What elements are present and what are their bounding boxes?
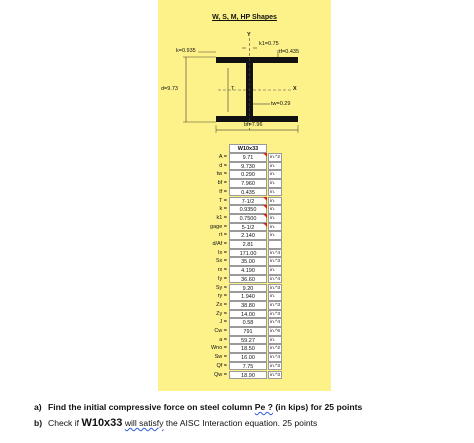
property-name: Zy = bbox=[216, 310, 227, 317]
property-row bbox=[164, 257, 294, 266]
property-value[interactable]: 7.960 bbox=[229, 179, 267, 188]
property-unit: in.^3 bbox=[270, 311, 280, 317]
property-row bbox=[164, 318, 294, 327]
property-row bbox=[164, 197, 294, 206]
property-unit: in.^4 bbox=[270, 250, 280, 256]
property-value[interactable]: 5-1/2 bbox=[229, 223, 267, 232]
question-a-text-1: Find the initial compressive force on steel column bbox=[48, 402, 255, 412]
property-name: k1 = bbox=[216, 214, 227, 221]
property-row bbox=[164, 310, 294, 319]
comment-flag-icon[interactable] bbox=[263, 153, 267, 157]
property-row bbox=[164, 371, 294, 380]
property-name: Ix = bbox=[217, 249, 227, 256]
property-value[interactable]: 7.75 bbox=[229, 362, 267, 371]
comment-flag-icon[interactable] bbox=[263, 214, 267, 218]
property-row bbox=[164, 301, 294, 310]
k1-label: k1=0.75 bbox=[259, 41, 279, 47]
property-row bbox=[164, 249, 294, 258]
property-unit: in. bbox=[268, 223, 282, 232]
property-name: rt = bbox=[218, 232, 227, 239]
property-unit: in. bbox=[268, 266, 282, 275]
property-unit: in.^4 bbox=[270, 276, 280, 282]
property-row bbox=[164, 240, 294, 249]
property-row bbox=[164, 188, 294, 197]
tw-label: tw=0.29 bbox=[271, 101, 291, 107]
top-flange bbox=[216, 57, 298, 63]
property-unit: in.^6 bbox=[270, 329, 280, 334]
property-value[interactable]: 0.435 bbox=[229, 188, 267, 197]
property-unit: in. bbox=[268, 231, 282, 240]
property-name: tw = bbox=[216, 171, 227, 178]
property-name: J = bbox=[219, 319, 227, 326]
property-value[interactable]: 0.7500 bbox=[229, 214, 267, 223]
d-label: d=9.73 bbox=[161, 86, 178, 92]
question-a-text-2: (in kips) for 25 points bbox=[272, 402, 363, 412]
property-name: T = bbox=[218, 197, 227, 204]
property-value[interactable]: 0.9350 bbox=[229, 205, 267, 214]
property-unit: in.^3 bbox=[270, 363, 280, 369]
property-row bbox=[164, 266, 294, 275]
property-unit: in. bbox=[268, 292, 282, 301]
property-name: A = bbox=[218, 154, 227, 160]
section-properties-panel bbox=[158, 0, 331, 391]
property-unit: in. bbox=[268, 205, 282, 214]
property-row bbox=[164, 223, 294, 232]
tf-label: tf=0.435 bbox=[279, 49, 300, 55]
property-row bbox=[164, 205, 294, 214]
property-name: a = bbox=[219, 336, 227, 343]
property-row bbox=[164, 344, 294, 353]
panel-title: W, S, M, HP Shapes bbox=[212, 14, 277, 21]
property-name: Qw = bbox=[214, 371, 227, 378]
property-value[interactable]: 35.00 bbox=[229, 257, 267, 266]
bf-label: bf=7.96 bbox=[244, 122, 263, 128]
property-value[interactable]: 1.940 bbox=[229, 292, 267, 301]
property-value[interactable]: 36.60 bbox=[229, 275, 267, 284]
property-row bbox=[164, 292, 294, 301]
property-value[interactable]: 2.81 bbox=[229, 240, 267, 249]
property-unit: in.^3 bbox=[270, 302, 280, 308]
property-unit: in.^3 bbox=[270, 285, 280, 291]
question-b-text-1: Check if bbox=[48, 418, 82, 428]
property-row bbox=[164, 153, 294, 162]
property-name: rx = bbox=[217, 267, 227, 274]
property-value[interactable]: 14.00 bbox=[229, 310, 267, 319]
property-row bbox=[164, 214, 294, 223]
property-row bbox=[164, 353, 294, 362]
property-unit: in. bbox=[268, 170, 282, 179]
property-name: d = bbox=[219, 162, 227, 169]
property-value[interactable]: 0.290 bbox=[229, 170, 267, 179]
property-name: tf = bbox=[219, 188, 227, 195]
property-value[interactable]: 791 bbox=[229, 327, 267, 336]
property-unit: in.^2 bbox=[270, 155, 280, 160]
property-name: ry = bbox=[217, 293, 227, 300]
property-name: bf = bbox=[217, 180, 227, 187]
question-b-will: will satisfy bbox=[124, 418, 164, 428]
property-value[interactable]: 2.140 bbox=[229, 231, 267, 240]
property-name: d/Af = bbox=[212, 241, 227, 247]
property-row bbox=[164, 162, 294, 171]
property-unit: in. bbox=[268, 162, 282, 171]
property-row bbox=[164, 336, 294, 345]
property-name: Cw = bbox=[214, 328, 227, 334]
property-row bbox=[164, 327, 294, 336]
property-row bbox=[164, 362, 294, 371]
property-unit: in.^2 bbox=[270, 346, 280, 352]
property-name: Sy = bbox=[215, 284, 227, 291]
question-a bbox=[34, 402, 362, 417]
property-value[interactable]: 7-1/2 bbox=[229, 197, 267, 206]
question-b bbox=[34, 417, 362, 432]
property-value[interactable]: 18.50 bbox=[229, 344, 267, 353]
property-unit: in. bbox=[268, 188, 282, 197]
property-name: Qf = bbox=[216, 362, 227, 369]
section-designation: W10x33 bbox=[229, 144, 267, 153]
property-value[interactable]: 9.20 bbox=[229, 284, 267, 293]
property-name: k = bbox=[219, 206, 227, 213]
property-name: Sw = bbox=[214, 354, 227, 361]
comment-flag-icon[interactable] bbox=[263, 205, 267, 209]
property-row bbox=[164, 170, 294, 179]
property-value[interactable]: 4.190 bbox=[229, 266, 267, 275]
property-unit: in. bbox=[268, 179, 282, 188]
property-unit: in.^4 bbox=[270, 355, 280, 361]
property-value[interactable]: 59.27 bbox=[229, 336, 267, 345]
y-axis-label: Y bbox=[247, 32, 251, 38]
property-value[interactable]: 38.80 bbox=[229, 301, 267, 310]
property-row bbox=[164, 275, 294, 284]
comment-flag-icon[interactable] bbox=[263, 223, 267, 227]
k-label: k=0.935 bbox=[176, 48, 196, 54]
property-value[interactable]: 171.00 bbox=[229, 249, 267, 258]
property-row bbox=[164, 231, 294, 240]
property-value[interactable]: 16.00 bbox=[229, 353, 267, 362]
comment-flag-icon[interactable] bbox=[263, 197, 267, 201]
property-row bbox=[164, 284, 294, 293]
question-b-text-3: the AISC Interaction equation. 25 points bbox=[163, 418, 318, 428]
question-a-letter: a) bbox=[34, 402, 42, 412]
property-unit: in. bbox=[268, 197, 282, 206]
property-row bbox=[164, 179, 294, 188]
property-unit: in.^3 bbox=[270, 372, 280, 378]
question-a-pe: Pe ? bbox=[254, 402, 273, 412]
t-label: T bbox=[231, 86, 235, 92]
property-value[interactable]: 0.58 bbox=[229, 318, 267, 327]
property-name: gage = bbox=[210, 223, 227, 230]
property-value[interactable]: 9.71 bbox=[229, 153, 267, 162]
property-unit: in. bbox=[268, 214, 282, 223]
property-name: Zx = bbox=[216, 301, 227, 308]
property-name: Wno = bbox=[210, 345, 227, 352]
property-unit bbox=[268, 240, 282, 249]
question-b-section: W10x33 bbox=[81, 417, 123, 429]
question-b-letter: b) bbox=[34, 418, 43, 428]
property-unit: in.^4 bbox=[270, 320, 280, 326]
property-unit: in.^3 bbox=[270, 259, 280, 265]
wide-flange-diagram bbox=[158, 0, 331, 140]
property-name: Iy = bbox=[217, 275, 227, 282]
property-value[interactable]: 9.730 bbox=[229, 162, 267, 171]
property-unit: in. bbox=[268, 336, 282, 345]
property-name: Sx = bbox=[215, 258, 227, 265]
questions-block bbox=[34, 402, 362, 432]
x-axis-label: X bbox=[293, 86, 297, 92]
property-value[interactable]: 18.90 bbox=[229, 371, 267, 380]
